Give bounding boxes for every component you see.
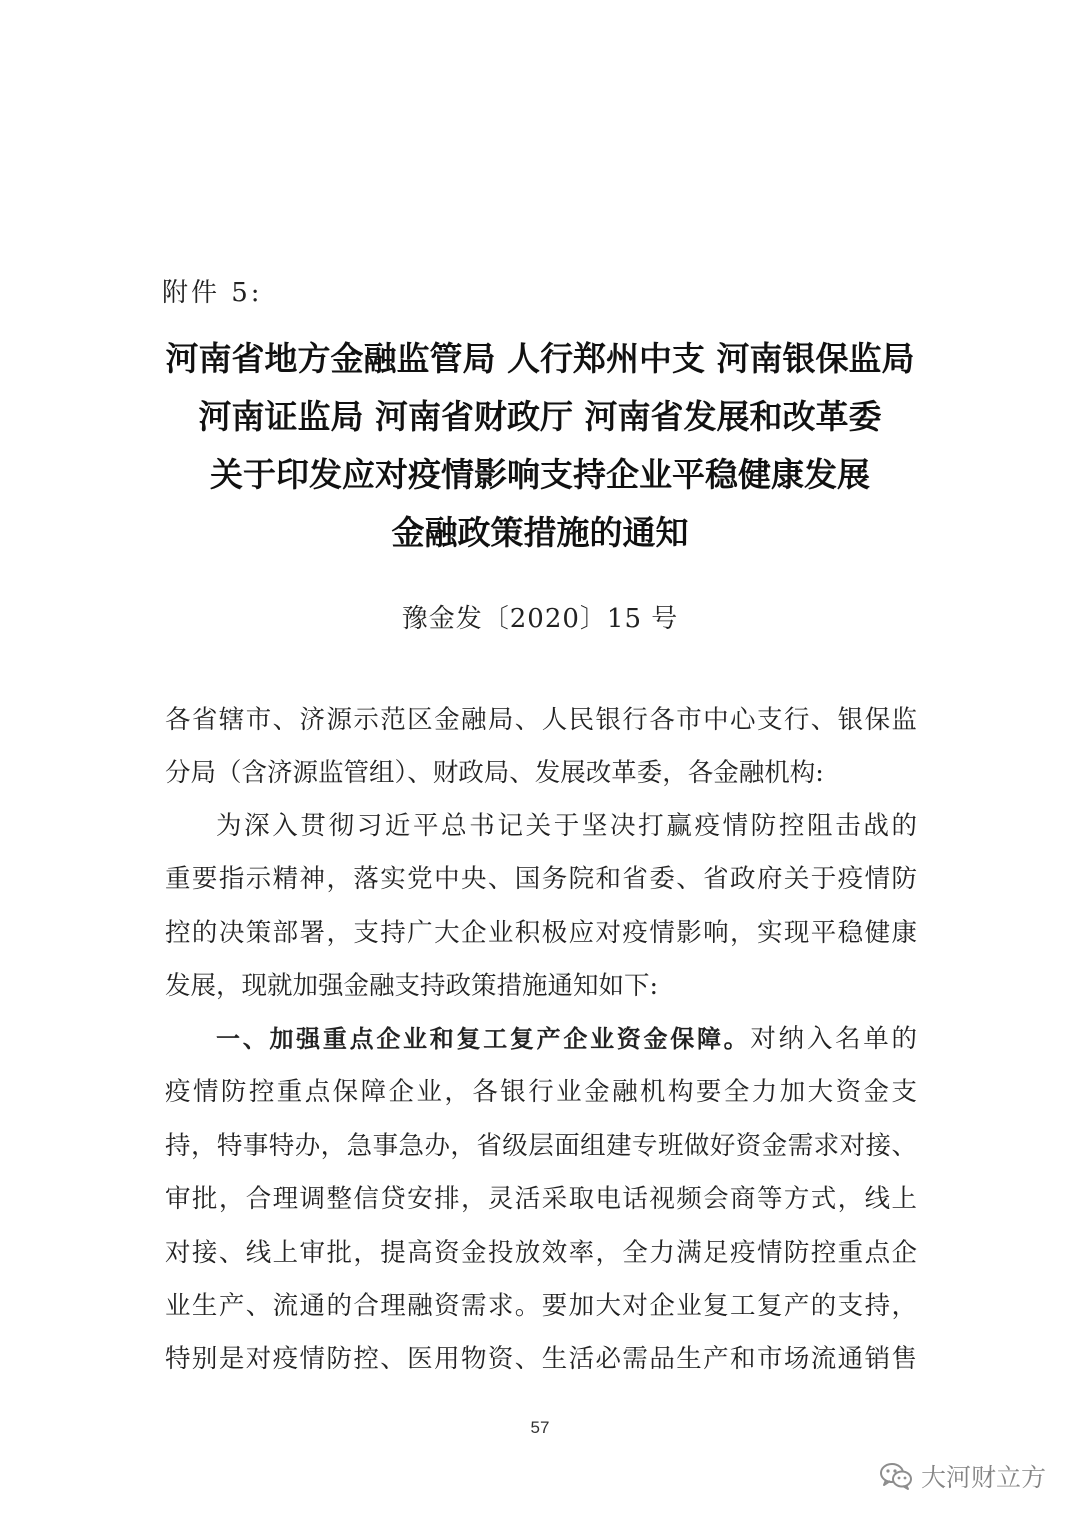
title-line-2: 河南证监局 河南省财政厅 河南省发展和改革委 [198,397,882,436]
paragraph-intro-line-2: 重要指示精神，落实党中央、国务院和省委、省政府关于疫情防 [165,864,917,895]
title-line-3: 关于印发应对疫情影响支持企业平稳健康发展 [210,455,870,494]
document-title [0,330,1080,562]
section-1-heading: 一、加强重点企业和复工复产企业资金保障。 [216,1025,751,1053]
watermark [879,1458,1046,1494]
title-line-4: 金融政策措施的通知 [391,513,689,552]
paragraph-section-1-line-2: 疫情防控重点保障企业，各银行业金融机构要全力加大资金支 [165,1077,917,1108]
wechat-icon [879,1461,913,1491]
paragraph-section-1 [165,1013,917,1387]
paragraph-intro [165,800,917,1014]
paragraph-intro-line-4: 发展，现就加强金融支持政策措施通知如下: [165,971,659,1002]
paragraph-section-1-line-7: 特别是对疫情防控、医用物资、生活必需品生产和市场流通销售 [165,1344,917,1375]
paragraph-intro-line-3: 控的决策部署，支持广大企业积极应对疫情影响，实现平稳健康 [165,917,917,948]
paragraph-section-1-line-3: 持，特事特办，急事急办，省级层面组建专班做好资金需求对接、 [165,1130,917,1161]
document-number: 豫金发〔2020〕15 号 [401,604,679,634]
attachment-label: 附件 5: [162,278,263,308]
paragraph-intro-line-1: 为深入贯彻习近平总书记关于坚决打赢疫情防控阻击战的 [216,811,917,841]
paragraph-section-1-line-5: 对接、线上审批，提高资金投放效率，全力满足疫情防控重点企 [165,1237,917,1268]
recipients-line-2: 分局（含济源监管组）、财政局、发展改革委，各金融机构: [165,758,824,789]
watermark-text: 大河财立方 [920,1463,1046,1492]
section-1-first-line-rest: 对纳入名单的 [750,1024,917,1054]
paragraph-section-1-line-6: 业生产、流通的合理融资需求。要加大对企业复工复产的支持， [165,1291,917,1322]
paragraph-section-1-line-1 [165,1013,917,1066]
recipients-line-1: 各省辖市、济源示范区金融局、人民银行各市中心支行、银保监 [165,705,917,735]
page-number: 57 [530,1418,550,1437]
recipients [165,694,917,801]
paragraph-section-1-line-4: 审批，合理调整信贷安排，灵活采取电话视频会商等方式，线上 [165,1184,917,1215]
title-line-1: 河南省地方金融监管局 人行郑州中支 河南银保监局 [165,339,915,378]
